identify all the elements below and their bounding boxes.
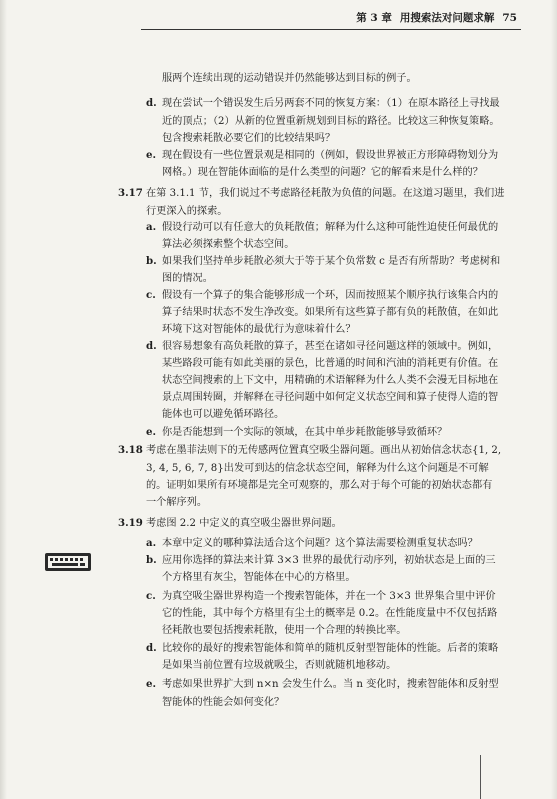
text-line: 很容易想象有高负耗散的算子，甚至在诸如寻径问题这样的领域中。例如， bbox=[162, 341, 499, 352]
item-marker: b. bbox=[146, 554, 157, 566]
text-line: 应用你选择的算法来计算 3×3 世界的最优行动序列，初始状态是上面的三 bbox=[162, 555, 496, 566]
page-number: 75 bbox=[502, 12, 517, 24]
text-line: 网格。）现在智能体面临的是什么类型的问题？它的解看来是什么样的？ bbox=[162, 167, 483, 178]
text-line: 图的情况。 bbox=[162, 273, 213, 284]
text-line: 假设有一个算子的集合能够形成一个环，因而按照某个顺序执行该集合内的 bbox=[162, 290, 499, 301]
text-line: 一个解序列。 bbox=[146, 497, 208, 508]
text-line: 行更深入的探索。 bbox=[146, 206, 228, 217]
header-rule bbox=[141, 29, 521, 30]
text-line: 你是否能想到一个实际的领域，在其中单步耗散能够导致循环？ bbox=[162, 427, 448, 438]
page-left-edge bbox=[0, 0, 7, 799]
page-right-edge bbox=[551, 0, 557, 799]
text-line: 景点周围转圈，并解释在寻径问题中如何定义状态空间和算子使得人造的智 bbox=[162, 392, 499, 403]
item-marker: d. bbox=[146, 642, 157, 654]
item-marker: e. bbox=[146, 678, 157, 690]
text-line: 算法必须探索整个状态空间。 bbox=[162, 239, 295, 250]
text-line: 是如果当前位置有垃圾就吸尘，否则就随机地移动。 bbox=[162, 660, 397, 671]
keyboard-icon bbox=[44, 549, 92, 575]
item-marker: c. bbox=[146, 289, 156, 301]
margin-mark bbox=[480, 755, 481, 799]
text-line: 现在假设有一些位置景观是相同的（例如，假设世界被正方形障碍物划分为 bbox=[162, 150, 499, 161]
text-line: 本章中定义的哪种算法适合这个问题？这个算法需要检测重复状态吗？ bbox=[162, 538, 478, 549]
text-line: 它的性能，其中每个方格里有尘土的概率是 0.2。在性能度量中不仅包括路 bbox=[162, 608, 498, 619]
text-line: 考虑图 2.2 中定义的真空吸尘器世界问题。 bbox=[146, 518, 342, 529]
text-line: 的。证明如果所有环境都是完全可观察的，那么对于每个可能的初始状态都有 bbox=[146, 480, 493, 491]
text-line: 包含搜索耗散必要它们的比较结果吗？ bbox=[162, 133, 336, 144]
text-line: 能体也可以避免循环路径。 bbox=[162, 409, 285, 420]
chapter-title: 用搜索法对问题求解 bbox=[399, 12, 495, 24]
text-line: 服两个连续出现的运动错误并仍然能够达到目标的例子。 bbox=[162, 73, 417, 84]
text-line: 个方格里有灰尘，智能体在中心的方格里。 bbox=[162, 572, 356, 583]
text-line: 3, 4, 5, 6, 7, 8}出发可到达的信念状态空间，解释为什么这个问题是不可解 bbox=[146, 463, 489, 474]
item-marker: a. bbox=[146, 221, 157, 233]
text-line: 某些路段可能有如此美丽的景色，比普通的时间和汽油的消耗更有价值。在 bbox=[162, 358, 499, 369]
text-line: 近的顶点；（2）从新的位置重新规划到目标的路径。比较这三种恢复策略。 bbox=[162, 116, 500, 127]
text-line: 状态空间搜索的上下文中，用精确的术语解释为什么人类不会漫无目标地在 bbox=[162, 375, 499, 386]
text-line: 考虑在墨菲法则下的无传感两位置真空吸尘器问题。画出从初始信念状态{1, 2, bbox=[146, 445, 502, 456]
text-line: 环境下这对智能体的最优行为意味着什么？ bbox=[162, 324, 356, 335]
text-line: 假设行动可以有任意大的负耗散值；解释为什么这种可能性迫使任何最优的 bbox=[162, 222, 499, 233]
item-marker: d. bbox=[146, 97, 157, 109]
item-marker: e. bbox=[146, 426, 157, 438]
text-line: 在第 3.1.1 节，我们说过不考虑路径耗散为负值的问题。在这道习题里，我们进 bbox=[146, 188, 505, 199]
text-line: 智能体的性能会如何变化？ bbox=[162, 697, 285, 708]
exercise-number: 3.19 bbox=[118, 517, 143, 529]
text-line: 为真空吸尘器世界构造一个搜索智能体，并在一个 3×3 世界集合里中评价 bbox=[162, 591, 496, 602]
item-marker: c. bbox=[146, 590, 156, 602]
text-line: 径耗散也要包括搜索耗散，使用一个合理的转换比率。 bbox=[162, 625, 407, 636]
text-line: 现在尝试一个错误发生后另两套不同的恢复方案：（1）在原本路径上寻找最 bbox=[162, 98, 500, 109]
exercise-number: 3.18 bbox=[118, 444, 143, 456]
text-line: 考虑如果世界扩大到 n×n 会发生什么。当 n 变化时，搜索智能体和反射型 bbox=[162, 679, 499, 690]
text-line: 如果我们坚持单步耗散必须大于等于某个负常数 c 是否有所帮助？考虑树和 bbox=[162, 256, 501, 267]
exercise-number: 3.17 bbox=[118, 187, 143, 199]
item-marker: b. bbox=[146, 255, 157, 267]
text-line: 算子结果时状态不发生净改变。如果所有这些算子都有负的耗散值，在如此 bbox=[162, 307, 499, 318]
running-header bbox=[300, 10, 517, 25]
item-marker: a. bbox=[146, 537, 157, 549]
text-line: 比较你的最好的搜索智能体和简单的随机反射型智能体的性能。后者的策略 bbox=[162, 643, 499, 654]
item-marker: d. bbox=[146, 340, 157, 352]
item-marker: e. bbox=[146, 149, 157, 161]
chapter-label: 第 3 章 bbox=[356, 12, 392, 24]
